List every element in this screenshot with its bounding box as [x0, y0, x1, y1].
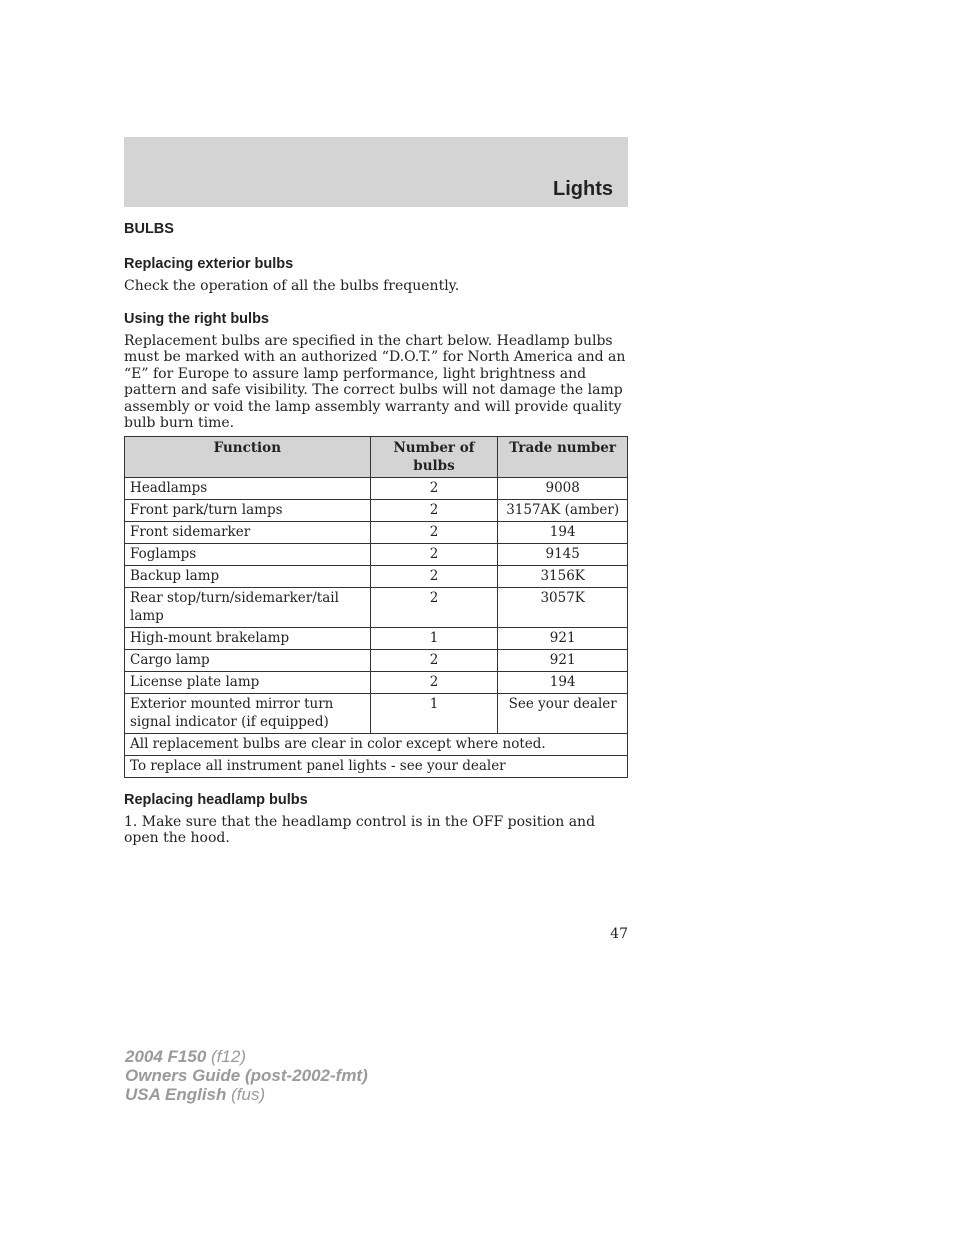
cell-count: 2	[370, 649, 498, 671]
bulbs-heading: BULBS	[124, 221, 174, 237]
table-row	[125, 521, 628, 543]
note-clear-bulbs: All replacement bulbs are clear in color except where noted.	[125, 733, 628, 755]
table-row	[125, 543, 628, 565]
cell-count: 2	[370, 499, 498, 521]
replacing-exterior-bulbs-heading: Replacing exterior bulbs	[124, 256, 294, 272]
cell-trade-number: 194	[498, 671, 628, 693]
footer-language-code: (fus)	[231, 1085, 266, 1104]
footer-language: USA English	[125, 1085, 227, 1104]
section-title: Lights	[553, 178, 613, 200]
cell-function: Front park/turn lamps	[125, 499, 371, 521]
cell-trade-number: 3157AK (amber)	[498, 499, 628, 521]
cell-trade-number: 3057K	[498, 587, 628, 627]
note-instrument-panel: To replace all instrument panel lights - see your dealer	[125, 755, 628, 777]
cell-trade-number: 3156K	[498, 565, 628, 587]
table-row	[125, 587, 628, 627]
footer-model: 2004 F150	[125, 1047, 207, 1066]
footer-guide: Owners Guide (post-2002-fmt)	[125, 1066, 368, 1085]
using-right-bulbs-heading: Using the right bulbs	[124, 310, 269, 327]
table-row	[125, 649, 628, 671]
cell-trade-number: 921	[498, 649, 628, 671]
page-number: 47	[610, 926, 628, 942]
table-row	[125, 627, 628, 649]
cell-function: Cargo lamp	[125, 649, 371, 671]
table-row	[125, 499, 628, 521]
table-note-row	[125, 733, 628, 755]
footer-line-1	[125, 1047, 368, 1066]
cell-function: Exterior mounted mirror turn signal indicator (if equipped)	[125, 693, 371, 733]
cell-count: 2	[370, 521, 498, 543]
document-footer	[125, 1047, 368, 1104]
table-row	[125, 671, 628, 693]
cell-trade-number: 194	[498, 521, 628, 543]
using-right-bulbs-text: Replacement bulbs are specified in the chart below. Headlamp bulbs must be marked with an authorized “D.O.T.” for North America and an “E” for Europe to assure lamp performance, light brightness and pattern and safe visibility. The correct bulbs will not damage the lamp assembly or void the lamp assembly warranty and will provide quality bulb burn time.	[124, 332, 626, 431]
cell-trade-number: See your dealer	[498, 693, 628, 733]
table-header-row	[125, 436, 628, 477]
cell-count: 1	[370, 627, 498, 649]
cell-count: 2	[370, 477, 498, 499]
cell-function: Headlamps	[125, 477, 371, 499]
page-content	[124, 221, 628, 863]
header-function: Function	[125, 436, 371, 477]
replacing-exterior-bulbs-text: Check the operation of all the bulbs frequently.	[124, 278, 460, 294]
cell-trade-number: 9145	[498, 543, 628, 565]
header-number-of-bulbs: Number of bulbs	[370, 436, 498, 477]
cell-count: 2	[370, 587, 498, 627]
cell-count: 1	[370, 693, 498, 733]
replacing-headlamp-bulbs-heading: Replacing headlamp bulbs	[124, 791, 308, 808]
cell-count: 2	[370, 543, 498, 565]
cell-function: Backup lamp	[125, 565, 371, 587]
table-row	[125, 693, 628, 733]
cell-function: Rear stop/turn/sidemarker/tail lamp	[125, 587, 371, 627]
replacing-headlamp-bulbs-text: 1. Make sure that the headlamp control is in the OFF position and open the hood.	[124, 813, 596, 846]
bulb-chart-table	[124, 436, 628, 778]
cell-function: Front sidemarker	[125, 521, 371, 543]
table-row	[125, 565, 628, 587]
cell-count: 2	[370, 671, 498, 693]
footer-model-code: (f12)	[211, 1047, 246, 1066]
header-trade-number: Trade number	[498, 436, 628, 477]
cell-trade-number: 921	[498, 627, 628, 649]
section-header-band	[124, 137, 628, 207]
table-note-row	[125, 755, 628, 777]
table-row	[125, 477, 628, 499]
cell-count: 2	[370, 565, 498, 587]
cell-function: License plate lamp	[125, 671, 371, 693]
footer-line-3	[125, 1085, 368, 1104]
cell-trade-number: 9008	[498, 477, 628, 499]
cell-function: Foglamps	[125, 543, 371, 565]
footer-line-2	[125, 1066, 368, 1085]
cell-function: High-mount brakelamp	[125, 627, 371, 649]
